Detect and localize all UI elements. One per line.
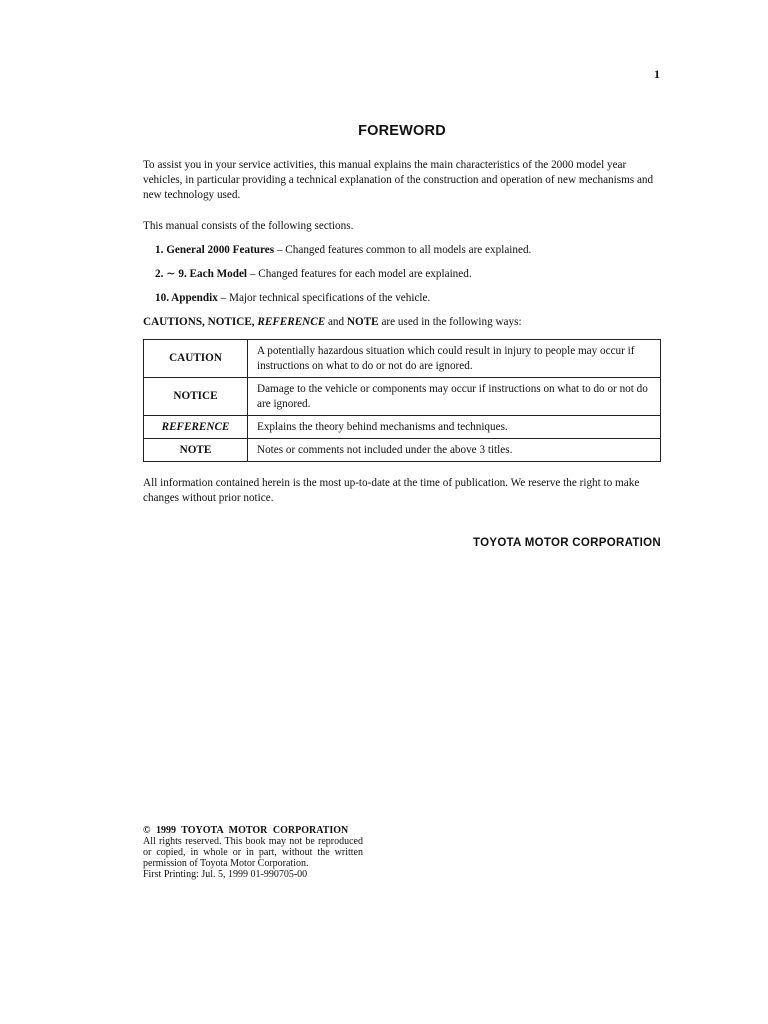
usage-reference: REFERENCE xyxy=(257,316,326,328)
table-row xyxy=(144,439,661,462)
usage-tail: are used in the following ways: xyxy=(378,316,522,328)
term-reference: REFERENCE xyxy=(144,416,248,439)
table-row xyxy=(144,340,661,378)
table-row xyxy=(144,378,661,416)
usage-line xyxy=(143,315,663,330)
section-label: 1. General 2000 Features xyxy=(155,244,275,256)
term-note: NOTE xyxy=(144,439,248,462)
copyright-title: © 1999 TOYOTA MOTOR CORPORATION xyxy=(143,825,349,836)
section-item-appendix xyxy=(155,291,663,306)
desc-notice: Damage to the vehicle or components may occur if instructions on what to do or not do are ignored. xyxy=(248,378,661,416)
intro-paragraph: To assist you in your service activities, this manual explains the main characteristics of the 2000 model year vehicles, in particular providing a technical explanation of the construction and operation of new mechanisms and new technology used. xyxy=(143,159,654,201)
usage-cautions-notice: CAUTIONS, NOTICE, xyxy=(143,316,258,328)
section-text: – Major technical specifications of the vehicle. xyxy=(217,292,431,304)
disclaimer-paragraph: All information contained herein is the most up-to-date at the time of publication. We reserve the right to make changes without prior notice. xyxy=(143,477,640,504)
section-label: 2. ∼ 9. Each Model xyxy=(155,268,248,280)
term-caution: CAUTION xyxy=(144,340,248,378)
section-text: – Changed features for each model are explained. xyxy=(247,268,472,280)
notes-table xyxy=(143,339,661,462)
section-item-each-model xyxy=(155,267,663,282)
company-name: TOYOTA MOTOR CORPORATION xyxy=(472,537,661,549)
copyright-rights: All rights reserved. This book may not be reproduced or copied, in whole or in part, without the written permission of Toyota Motor Corporation. xyxy=(143,836,363,869)
desc-caution: A potentially hazardous situation which could result in injury to people may occur if instructions on what to do or not do are ignored. xyxy=(248,340,661,378)
desc-note: Notes or comments not included under the above 3 titles. xyxy=(248,439,661,462)
usage-and: and xyxy=(325,316,347,328)
page-title: FOREWORD xyxy=(358,123,446,139)
page-number: 1 xyxy=(654,67,660,81)
section-item-general xyxy=(155,243,663,258)
section-label: 10. Appendix xyxy=(155,292,218,304)
term-notice: NOTICE xyxy=(144,378,248,416)
section-text: – Changed features common to all models are explained. xyxy=(274,244,532,256)
copyright-printing: First Printing: Jul. 5, 1999 01-990705-00 xyxy=(143,869,308,880)
sections-intro: This manual consists of the following sections. xyxy=(143,220,354,232)
desc-reference: Explains the theory behind mechanisms and techniques. xyxy=(248,416,661,439)
table-row xyxy=(144,416,661,439)
copyright-block xyxy=(143,825,363,880)
usage-note: NOTE xyxy=(346,316,379,328)
